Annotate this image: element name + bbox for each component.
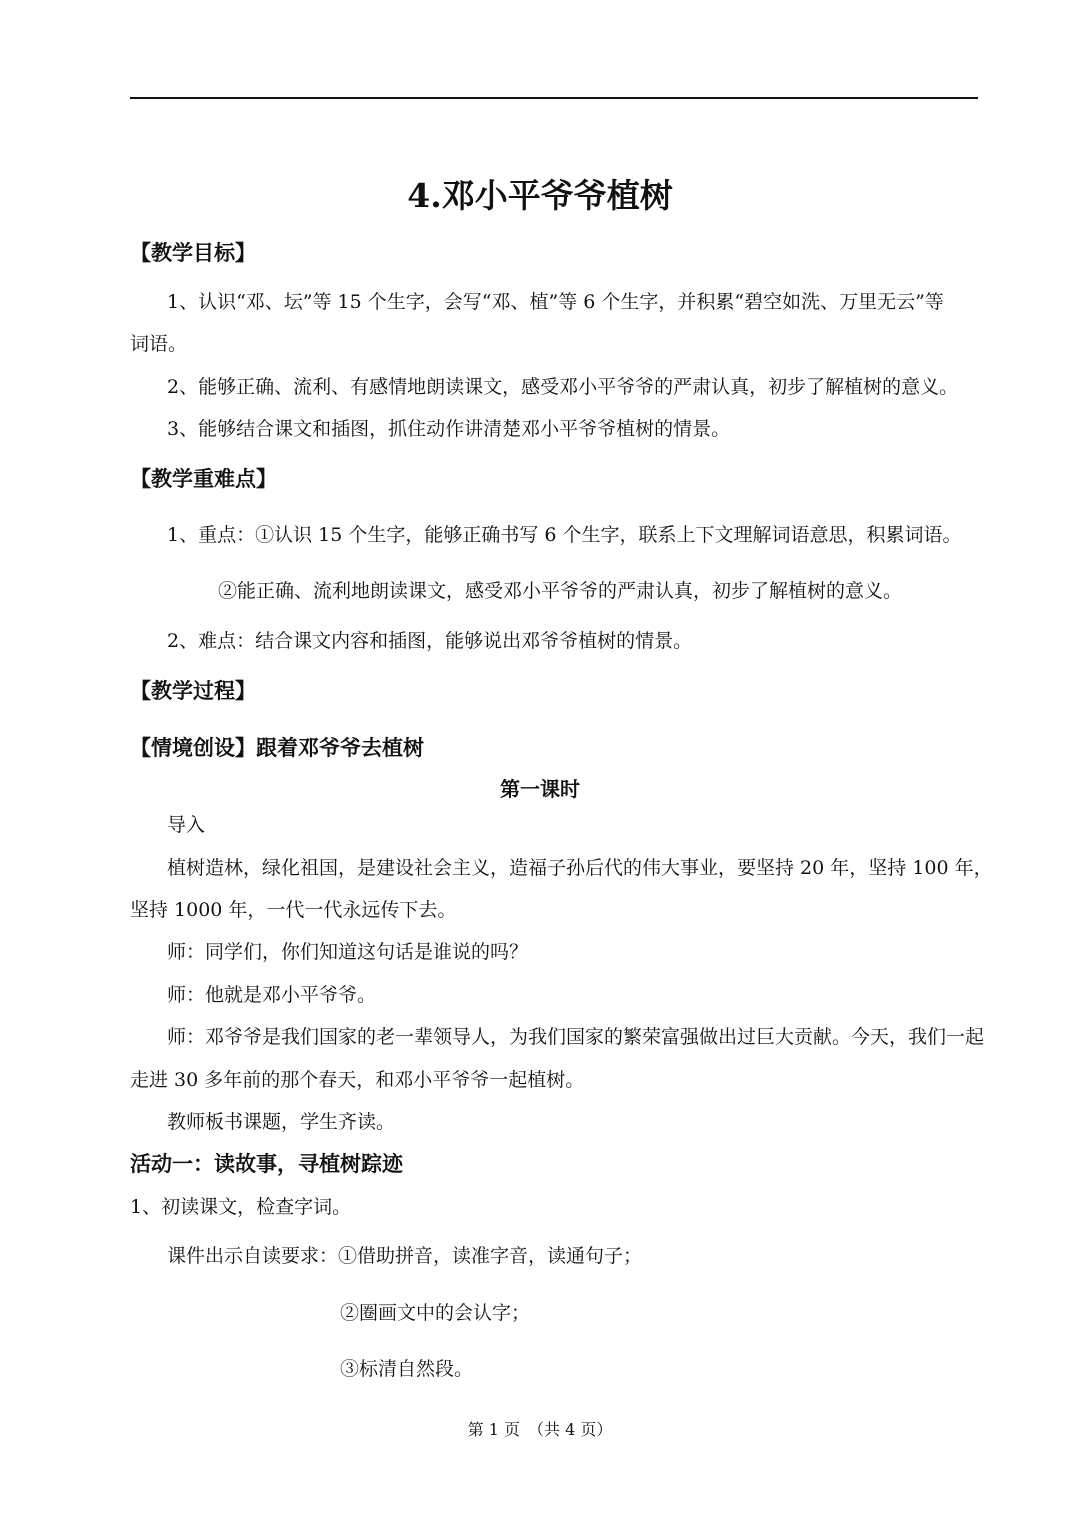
key-point-2: 2、难点：结合课文内容和插图，能够说出邓爷爷植树的情景。 xyxy=(167,630,693,652)
goal-line-1-cont: 词语。 xyxy=(130,333,188,355)
goals-heading: 【教学目标】 xyxy=(130,240,256,265)
intro-label: 导入 xyxy=(167,814,206,836)
intro-line-5: 师：邓爷爷是我们国家的老一辈领导人，为我们国家的繁荣富强做出过巨大贡献。今天，我们一起 xyxy=(167,1026,985,1048)
activity1-requirement-2: ②圈画文中的会认字； xyxy=(340,1302,531,1324)
goal-line-3: 3、能够结合课文和插图，抓住动作讲清楚邓小平爷爷植树的情景。 xyxy=(167,418,731,440)
intro-line-2: 坚持 1000 年，一代一代永远传下去。 xyxy=(130,899,457,921)
intro-line-6: 走进 30 多年前的那个春天，和邓小平爷爷一起植树。 xyxy=(130,1069,585,1091)
header-rule xyxy=(130,97,978,99)
scenario-heading: 【情境创设】跟着邓爷爷去植树 xyxy=(130,735,424,760)
lesson-title: 第一课时 xyxy=(500,777,580,801)
activity1-requirement-3: ③标清自然段。 xyxy=(340,1358,474,1380)
intro-line-1: 植树造林，绿化祖国，是建设社会主义，造福子孙后代的伟大事业，要坚持 20 年，坚持 100 年， xyxy=(167,857,993,879)
process-heading: 【教学过程】 xyxy=(130,678,256,703)
page-title: 4.邓小平爷爷植树 xyxy=(407,176,673,215)
key-point-1b: ②能正确、流利地朗读课文，感受邓小平爷爷的严肃认真，初步了解植树的意义。 xyxy=(218,580,903,602)
key-point-1: 1、重点：①认识 15 个生字，能够正确书写 6 个生字，联系上下文理解词语意思，积累词语。 xyxy=(167,524,962,546)
goal-line-1: 1、认识“邓、坛”等 15 个生字，会写“邓、植”等 6 个生字，并积累“碧空如洗、万里无云”等 xyxy=(167,291,944,313)
key-points-heading: 【教学重难点】 xyxy=(130,466,277,491)
intro-line-7: 教师板书课题，学生齐读。 xyxy=(167,1111,396,1133)
intro-line-3: 师：同学们，你们知道这句话是谁说的吗？ xyxy=(167,941,529,963)
intro-line-4: 师：他就是邓小平爷爷。 xyxy=(167,984,377,1006)
activity1-requirement-1: 课件出示自读要求：①借助拼音，读准字音，读通句子； xyxy=(167,1245,643,1267)
goal-line-2: 2、能够正确、流利、有感情地朗读课文，感受邓小平爷爷的严肃认真，初步了解植树的意义。 xyxy=(167,376,959,398)
activity1-step-1: 1、初读课文，检查字词。 xyxy=(130,1196,352,1218)
activity1-heading: 活动一：读故事，寻植树踪迹 xyxy=(130,1151,403,1176)
page-footer: 第 1 页 （共 4 页） xyxy=(467,1420,613,1439)
